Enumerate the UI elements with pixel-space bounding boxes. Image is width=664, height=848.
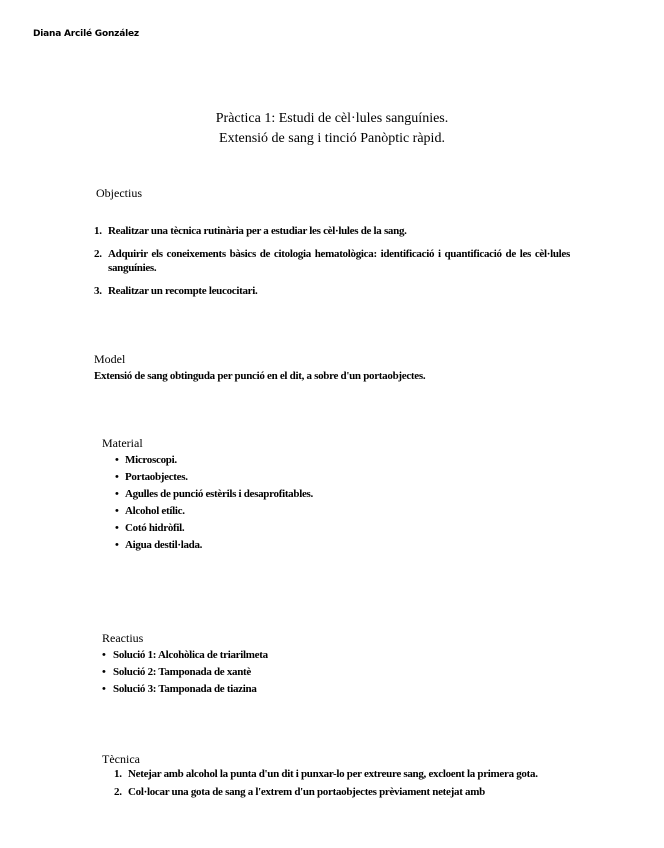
list-item-text: Adquirir els coneixements bàsics de citologia hematològica: identificació i quantificació de les cèl·lules sanguínies.: [108, 248, 570, 274]
list-item: • Alcohol etílic.: [115, 503, 313, 520]
list-item: • Solució 1: Alcohòlica de triarilmeta: [102, 647, 268, 664]
materials-list: [115, 452, 313, 554]
reagents-heading: Reactius: [102, 631, 144, 645]
document-title: [0, 109, 664, 149]
list-item: • Solució 2: Tamponada de xantè: [102, 664, 268, 681]
model-text: Extensió de sang obtinguda per punció en el dit, a sobre d'un portaobjectes.: [94, 370, 426, 382]
list-item: [94, 247, 570, 275]
technique-list: [114, 767, 570, 803]
list-item: • Aigua destil·lada.: [115, 537, 313, 554]
materials-heading: Material: [102, 436, 143, 450]
list-item-text: Col·locar una gota de sang a l'extrem d'un portaobjectes prèviament netejat amb: [128, 786, 485, 798]
objectives-list: [94, 224, 570, 307]
list-item-number: 1.: [94, 225, 102, 237]
technique-heading: Tècnica: [102, 752, 140, 766]
list-item: • Agulles de punció estèrils i desaprofitables.: [115, 486, 313, 503]
model-heading: Model: [94, 352, 126, 366]
title-line-1: Pràctica 1: Estudi de cèl·lules sanguínies.: [215, 111, 449, 126]
list-item-number: 2.: [94, 248, 102, 260]
objectives-heading: Objectius: [96, 186, 142, 200]
reagents-list: [102, 647, 268, 698]
list-item-text: Realitzar un recompte leucocitari.: [108, 285, 258, 297]
list-item-number: 1.: [114, 768, 122, 780]
list-item: [94, 224, 570, 238]
list-item: • Solució 3: Tamponada de tiazina: [102, 681, 268, 698]
list-item-number: 3.: [94, 285, 102, 297]
author-name: Diana Arcilé González: [33, 29, 139, 39]
list-item-number: 2.: [114, 786, 122, 798]
list-item: [114, 785, 570, 799]
list-item: • Microscopi.: [115, 452, 313, 469]
title-line-2: Extensió de sang i tinció Panòptic ràpid.: [219, 131, 445, 146]
list-item-text: Netejar amb alcohol la punta d'un dit i punxar-lo per extreure sang, excloent la primera gota.: [128, 768, 538, 780]
list-item: [94, 284, 570, 298]
list-item-text: Realitzar una tècnica rutinària per a estudiar les cèl·lules de la sang.: [108, 225, 407, 237]
list-item: • Cotó hidròfil.: [115, 520, 313, 537]
list-item: [114, 767, 570, 781]
list-item: • Portaobjectes.: [115, 469, 313, 486]
